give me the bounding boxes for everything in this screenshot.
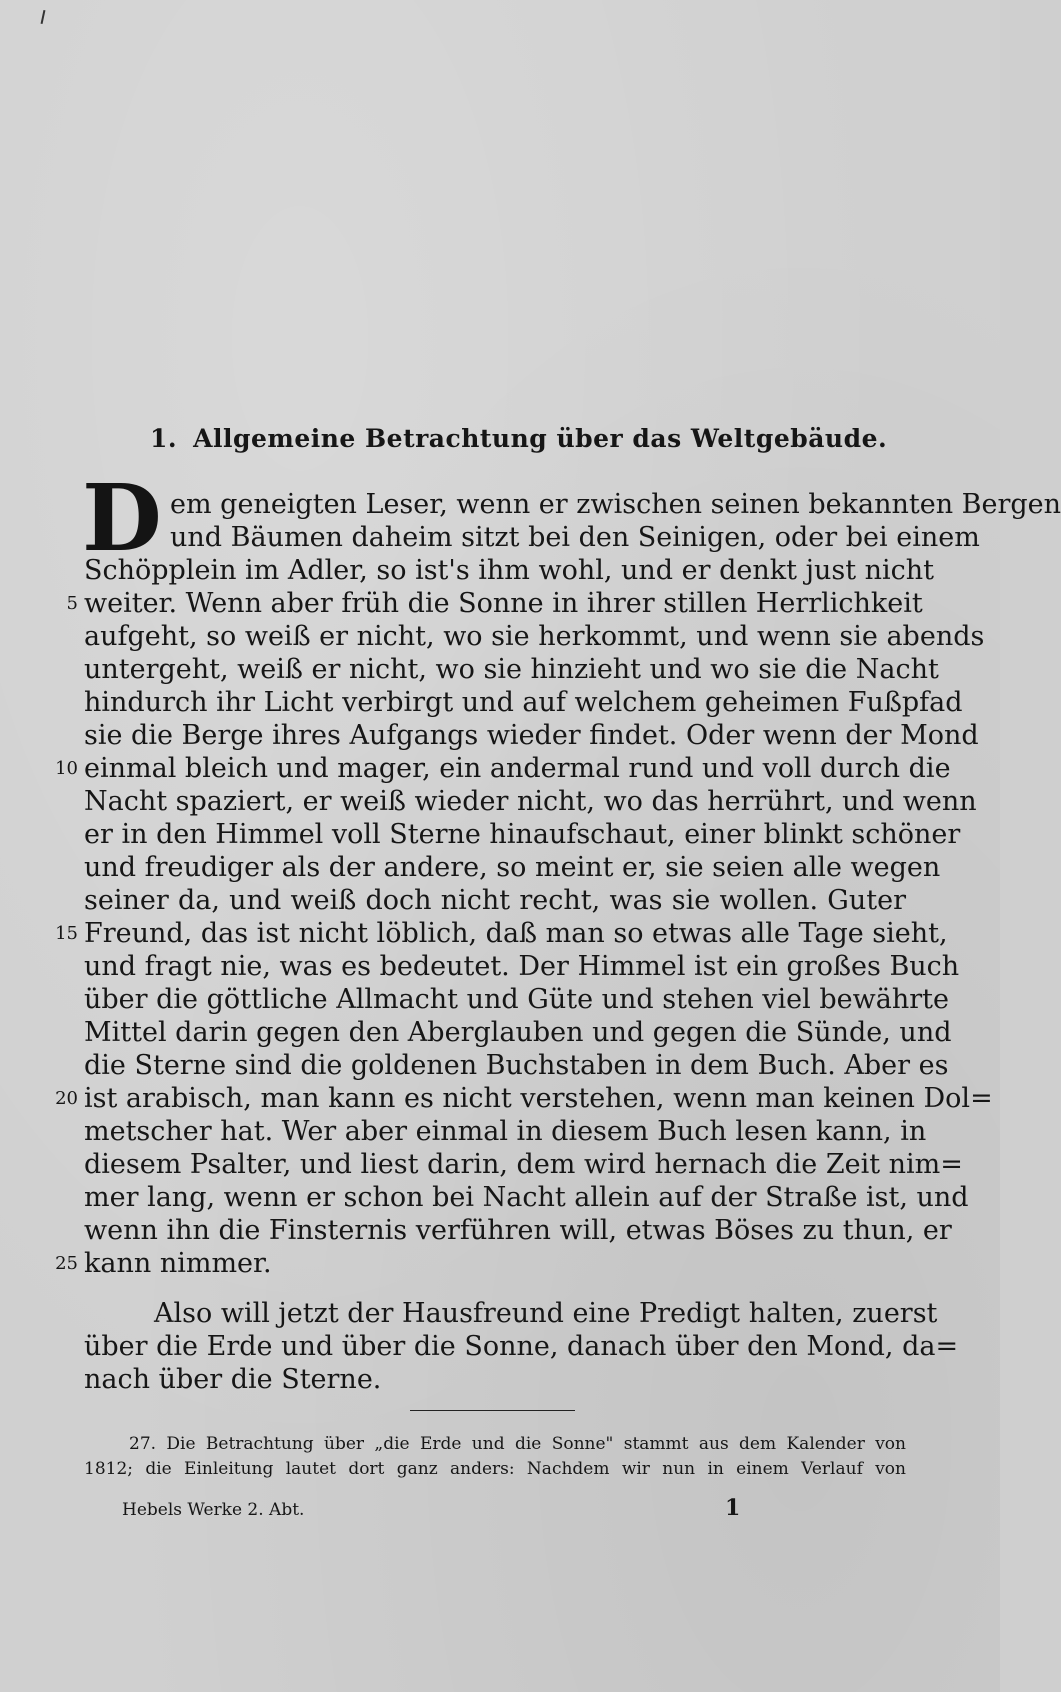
text-line: und fragt nie, was es bedeutet. Der Himmel ist ein großes Buch [84,951,960,982]
line-number: 10 [55,758,78,779]
line-number: 5 [66,593,78,614]
text-line: aufgeht, so weiß er nicht, wo sie herkommt, und wenn sie abends [84,621,985,652]
text-line: seiner da, und weiß doch nicht recht, was sie wollen. Guter [84,885,906,916]
margin-mark [41,10,46,24]
line-number: 20 [55,1088,78,1109]
text-line: Schöpplein im Adler, so ist's ihm wohl, und er denkt just nicht [84,555,935,586]
footnote-line: 27. Die Betrachtung über „die Erde und die Sonne" stammt aus dem Kalender von [129,1434,906,1454]
footnote-rule [410,1410,575,1411]
show-through-band [90,165,910,199]
text-line: hindurch ihr Licht verbirgt und auf welchem geheimen Fußpfad [84,687,963,718]
chapter-heading [150,424,888,453]
line-number: 25 [55,1253,78,1274]
text-line: diesem Psalter, und liest darin, dem wird hernach die Zeit nim= [84,1149,963,1180]
text-line: em geneigten Leser, wenn er zwischen seinen bekannten Bergen [170,489,1061,520]
text-line: sie die Berge ihres Aufgangs wieder findet. Oder wenn der Mond [84,720,979,751]
text-line: mer lang, wenn er schon bei Nacht allein auf der Straße ist, und [84,1182,969,1213]
text-line: über die Erde und über die Sonne, danach über den Mond, da= [84,1331,959,1362]
footnote-line: 1812; die Einleitung lautet dort ganz anders: Nachdem wir nun in einem Verlauf von [84,1459,906,1479]
text-line: und freudiger als der andere, so meint er, sie seien alle wegen [84,852,941,883]
text-line: metscher hat. Wer aber einmal in diesem Buch lesen kann, in [84,1116,927,1147]
text-line: Also will jetzt der Hausfreund eine Predigt halten, zuerst [154,1298,938,1329]
text-line: und Bäumen daheim sitzt bei den Seinigen, oder bei einem [170,522,980,553]
text-line: er in den Himmel voll Sterne hinaufschaut, einer blinkt schöner [84,819,961,850]
text-line: die Sterne sind die goldenen Buchstaben in dem Buch. Aber es [84,1050,949,1081]
text-line: ist arabisch, man kann es nicht verstehen, wenn man keinen Dol= [84,1083,993,1114]
text-line: einmal bleich und mager, ein andermal rund und voll durch die [84,753,951,784]
text-line: Mittel darin gegen den Aberglauben und gegen die Sünde, und [84,1017,952,1048]
chapter-title: Allgemeine Betrachtung über das Weltgebäude. [193,424,888,453]
text-line: über die göttliche Allmacht und Güte und stehen viel bewährte [84,984,949,1015]
drop-cap: D [82,464,162,572]
chapter-number: 1. [150,424,178,453]
text-line: Freund, das ist nicht löblich, daß man so etwas alle Tage sieht, [84,918,948,949]
text-line: untergeht, weiß er nicht, wo sie hinzieht und wo sie die Nacht [84,654,939,685]
text-line: weiter. Wenn aber früh die Sonne in ihrer stillen Herrlichkeit [84,588,923,619]
text-line: kann nimmer. [84,1248,272,1279]
text-line: nach über die Sterne. [84,1364,382,1395]
signature-mark: Hebels Werke 2. Abt. [122,1500,305,1520]
text-line: wenn ihn die Finsternis verführen will, etwas Böses zu thun, er [84,1215,952,1246]
page-number: 1 [725,1495,741,1521]
line-number: 15 [55,923,78,944]
text-line: Nacht spaziert, er weiß wieder nicht, wo das herrührt, und wenn [84,786,977,817]
